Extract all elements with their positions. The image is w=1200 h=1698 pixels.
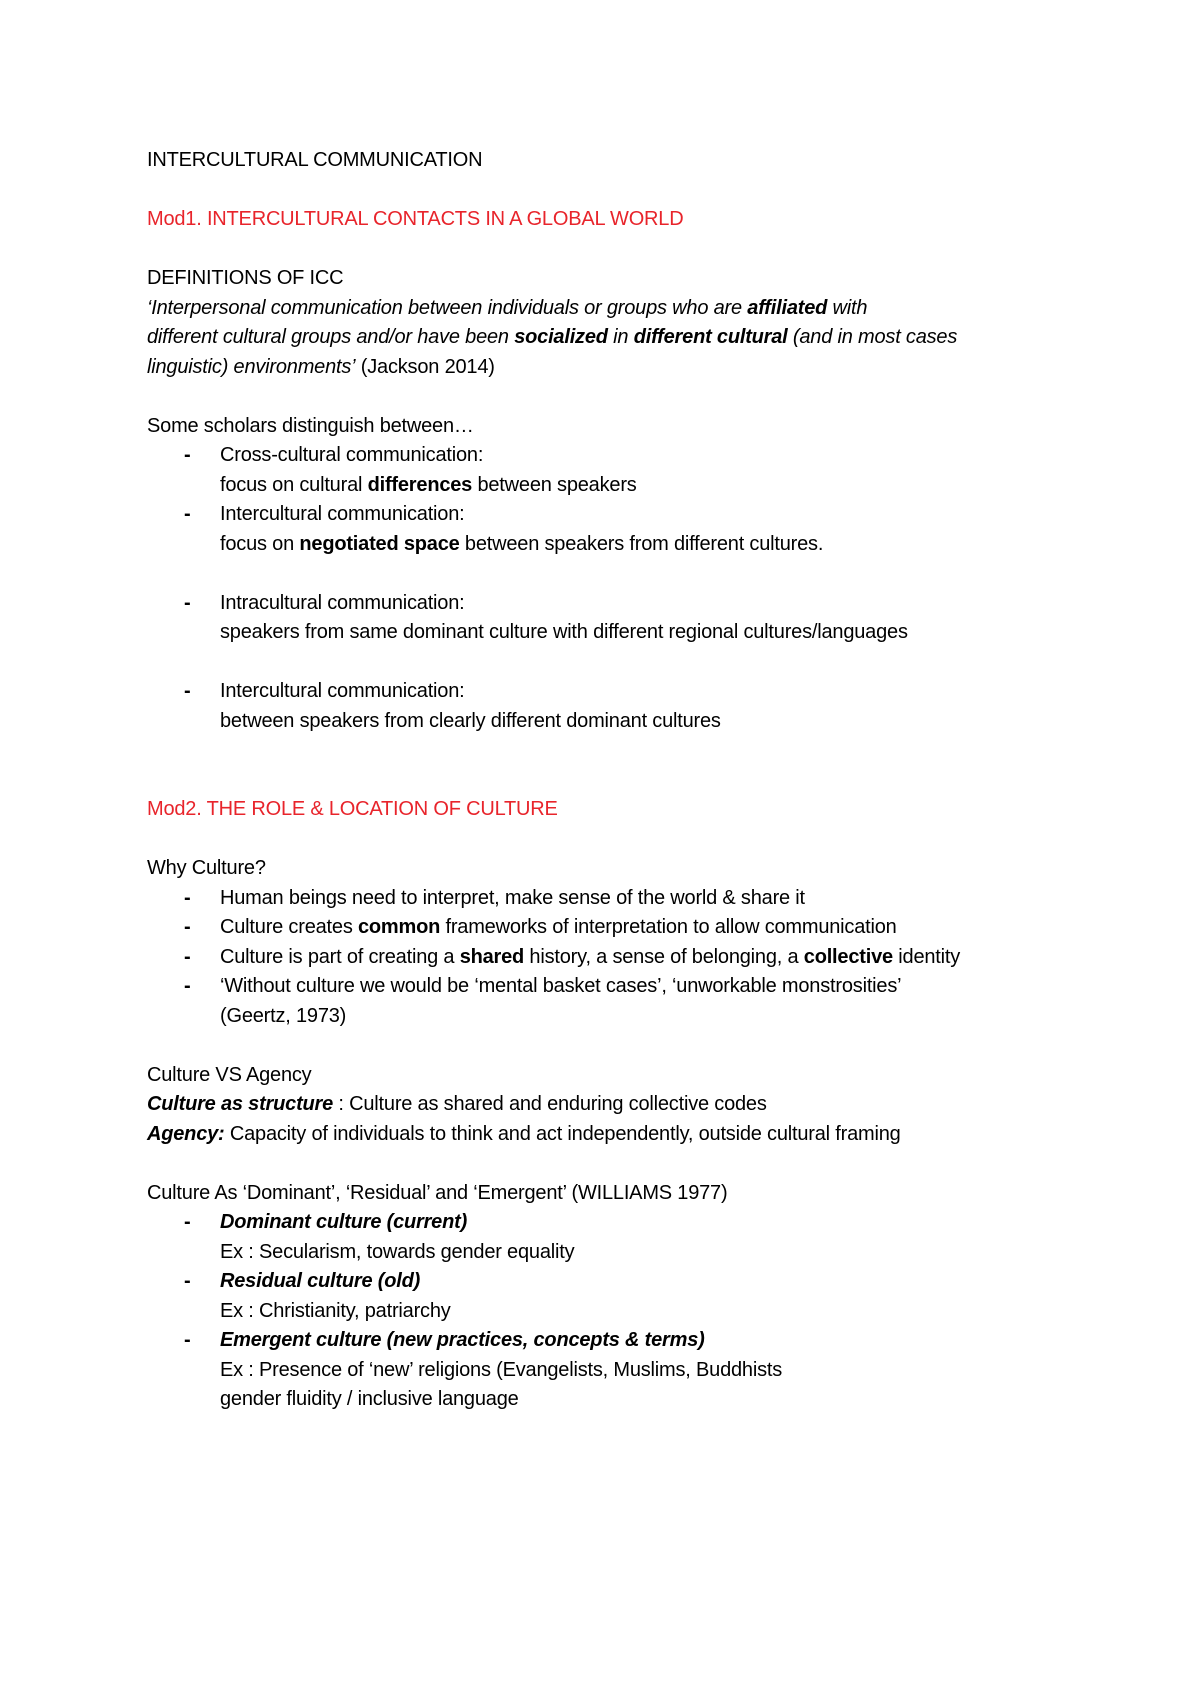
definitions-heading: DEFINITIONS OF ICC	[147, 267, 344, 289]
list-item-emphasis: shared	[459, 945, 525, 968]
list-item-label: Emergent culture (new practices, concepts & terms)	[220, 1329, 705, 1351]
bullet-dash: -	[184, 975, 191, 997]
why-culture-heading: Why Culture?	[147, 857, 266, 879]
bullet-dash: -	[184, 1329, 191, 1351]
detail-text: between speakers	[472, 473, 637, 496]
quote-emphasis-socialized: socialized	[514, 326, 608, 348]
culture-as-structure-definition	[147, 1090, 1077, 1120]
list-item	[147, 943, 1077, 973]
list-item-example: Ex : Christianity, patriarchy	[220, 1299, 451, 1322]
bullet-dash: -	[184, 680, 191, 702]
list-item-detail	[147, 471, 1077, 501]
bullet-dash: -	[184, 1270, 191, 1292]
list-item-label: Intercultural communication:	[220, 503, 465, 525]
quote-text: different cultural groups and/or have been	[147, 326, 515, 348]
document-title: INTERCULTURAL COMMUNICATION	[147, 149, 483, 171]
quote-text: with	[827, 296, 868, 319]
document-content	[147, 146, 1077, 1415]
detail-text: focus on	[220, 532, 300, 555]
quote-text: linguistic) environments’	[147, 355, 356, 378]
detail-emphasis: negotiated space	[299, 532, 460, 555]
list-item-text: Human beings need to interpret, make sense of the world & share it	[220, 886, 805, 909]
list-item-text: frameworks of interpretation to allow communication	[440, 916, 897, 938]
list-item	[147, 1267, 1077, 1297]
list-item-detail: speakers from same dominant culture with different regional cultures/languages	[220, 621, 908, 643]
bullet-dash: -	[184, 945, 191, 968]
list-item-text: Culture is part of creating a	[220, 945, 460, 968]
list-item-detail	[147, 530, 1077, 560]
list-item	[147, 500, 1077, 530]
mod1-heading: Mod1. INTERCULTURAL CONTACTS IN A GLOBAL WORLD	[147, 208, 684, 230]
detail-text: between speakers from different cultures.	[459, 532, 824, 555]
list-item	[147, 913, 1077, 943]
list-item-label: Dominant culture (current)	[220, 1211, 468, 1233]
list-item	[147, 1326, 1077, 1356]
list-item-text: identity	[892, 945, 961, 968]
list-item	[147, 972, 1077, 1002]
list-item-detail: between speakers from clearly different dominant cultures	[220, 709, 721, 732]
list-item	[147, 441, 1077, 471]
term-definition: Capacity of individuals to think and act independently, outside cultural framing	[224, 1122, 901, 1145]
list-item	[147, 884, 1077, 914]
term-label: Culture as structure	[147, 1093, 334, 1115]
list-item-label: Intracultural communication:	[220, 591, 465, 614]
definition-quote-line-2	[147, 323, 1077, 353]
bullet-dash: -	[184, 886, 191, 909]
list-item-example: Ex : Presence of ‘new’ religions (Evangelists, Muslims, Buddhists	[220, 1358, 783, 1381]
list-item-emphasis: collective	[803, 945, 893, 968]
quote-text: (and in most cases	[787, 326, 958, 348]
bullet-dash: -	[184, 916, 191, 938]
list-item-text: history, a sense of belonging, a	[524, 945, 804, 968]
bullet-dash: -	[184, 444, 191, 466]
list-item-example: Ex : Secularism, towards gender equality	[220, 1240, 575, 1263]
list-item-text: Culture creates	[220, 916, 358, 938]
list-item	[147, 1208, 1077, 1238]
list-item-label: Cross-cultural communication:	[220, 444, 484, 466]
detail-emphasis: differences	[367, 473, 473, 496]
agency-definition	[147, 1120, 1077, 1150]
bullet-dash: -	[184, 591, 191, 614]
quote-emphasis-different-cultural: different cultural	[633, 326, 788, 348]
list-item-citation: (Geertz, 1973)	[220, 1004, 347, 1027]
bullet-dash: -	[184, 1211, 191, 1233]
list-item-label: Residual culture (old)	[220, 1270, 421, 1292]
term-label: Agency:	[147, 1122, 225, 1145]
definition-quote-line-1	[147, 294, 1077, 324]
list-item-text: ‘Without culture we would be ‘mental basket cases’, ‘unworkable monstrosities’	[220, 975, 902, 997]
culture-vs-agency-heading: Culture VS Agency	[147, 1063, 312, 1086]
scholars-intro: Some scholars distinguish between…	[147, 414, 474, 437]
quote-text: ‘Interpersonal communication between individuals or groups who are	[147, 296, 748, 319]
list-item-emphasis: common	[357, 916, 441, 938]
bullet-dash: -	[184, 503, 191, 525]
list-item	[147, 677, 1077, 707]
list-item-example: gender fluidity / inclusive language	[220, 1388, 519, 1410]
detail-text: focus on cultural	[220, 473, 368, 496]
quote-text: in	[607, 326, 634, 348]
list-item	[147, 589, 1077, 619]
term-definition: : Culture as shared and enduring collective codes	[333, 1093, 767, 1115]
definition-quote-line-3	[147, 353, 1077, 383]
quote-citation: (Jackson 2014)	[355, 355, 495, 378]
williams-heading: Culture As ‘Dominant’, ‘Residual’ and ‘Emergent’ (WILLIAMS 1977)	[147, 1181, 728, 1204]
mod2-heading: Mod2. THE ROLE & LOCATION OF CULTURE	[147, 798, 558, 820]
list-item-label: Intercultural communication:	[220, 680, 465, 702]
quote-emphasis-affiliated: affiliated	[747, 296, 828, 319]
